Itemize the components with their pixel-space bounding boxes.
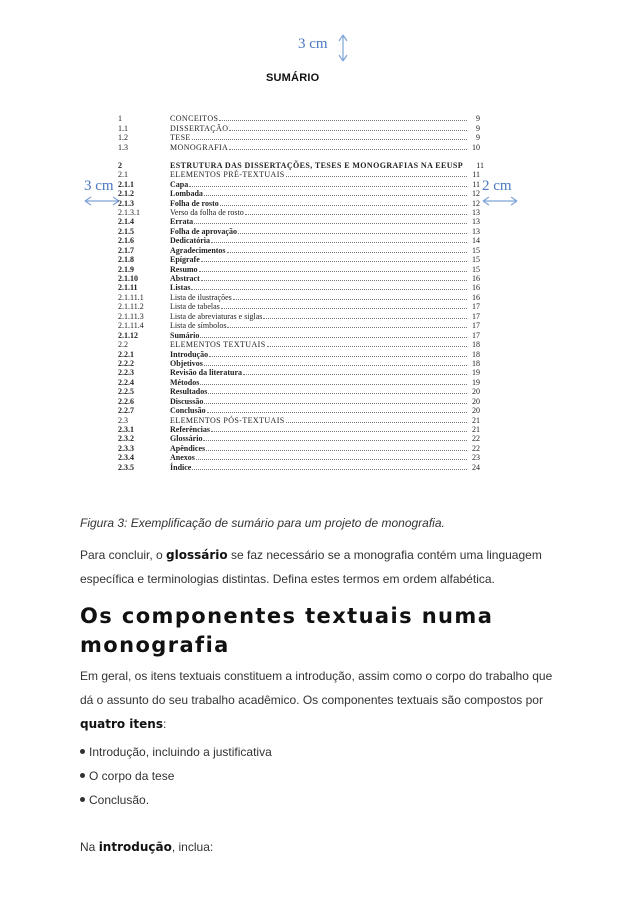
toc-label: Glossário bbox=[170, 434, 203, 444]
toc-page-number: 11 bbox=[472, 179, 480, 189]
left-margin-label: 3 cm bbox=[84, 178, 114, 194]
toc-row bbox=[118, 340, 480, 349]
toc-figure bbox=[80, 30, 560, 500]
figure-caption: Figura 3: Exemplificação de sumário para um projeto de monografia. bbox=[80, 516, 445, 530]
toc-row bbox=[118, 179, 480, 188]
toc-page-number: 14 bbox=[472, 236, 480, 246]
toc-number: 2.2.6 bbox=[118, 396, 134, 406]
toc-label: Lista de abreviaturas e siglas bbox=[170, 311, 263, 321]
toc-label: Métodos bbox=[170, 377, 200, 387]
toc-leader-dots bbox=[189, 186, 467, 187]
paragraph-text: , inclua: bbox=[171, 840, 214, 854]
toc-page-number: 10 bbox=[472, 142, 480, 152]
toc-row bbox=[118, 349, 480, 358]
toc-leader-dots bbox=[229, 149, 467, 150]
toc-row bbox=[118, 311, 480, 320]
paragraph-text: Em geral, os itens textuais constituem a introdução, assim como o corpo do trabalho que dá o assunto do seu trabalho acadêmico. Os componentes textuais são compostos por bbox=[80, 669, 553, 707]
toc-label: ELEMENTOS TEXTUAIS bbox=[170, 340, 266, 350]
list-item-text: O corpo da tese bbox=[89, 769, 175, 783]
toc-page-number: 19 bbox=[472, 368, 480, 378]
toc-number: 2.1.6 bbox=[118, 236, 134, 246]
toc-row bbox=[118, 208, 480, 217]
list-item-text: Introdução, incluindo a justificativa bbox=[89, 745, 272, 759]
paragraph-glossary bbox=[80, 543, 560, 591]
toc-leader-dots bbox=[209, 356, 467, 357]
toc-leader-dots bbox=[194, 223, 467, 224]
bullet-list bbox=[80, 740, 272, 812]
toc-page-number: 22 bbox=[472, 443, 480, 453]
list-item bbox=[80, 740, 272, 764]
paragraph-text: Para concluir, o bbox=[80, 548, 167, 562]
toc-leader-dots bbox=[208, 393, 467, 394]
toc-number: 2.2.3 bbox=[118, 368, 134, 378]
bullet-icon bbox=[80, 749, 85, 754]
list-item-text: Conclusão. bbox=[89, 793, 150, 807]
toc-row bbox=[118, 133, 480, 142]
toc-label: Agradecimentos bbox=[170, 245, 226, 255]
toc-number: 2.3.2 bbox=[118, 434, 134, 444]
toc-row bbox=[118, 406, 480, 415]
toc-label: Capa bbox=[170, 179, 189, 189]
toc-number: 2.2.5 bbox=[118, 387, 134, 397]
toc-leader-dots bbox=[201, 261, 467, 262]
toc-leader-dots bbox=[207, 412, 467, 413]
toc-page-number: 12 bbox=[472, 198, 480, 208]
toc-page-number: 17 bbox=[472, 321, 480, 331]
toc-number: 2.1.10 bbox=[118, 274, 138, 283]
toc-leader-dots bbox=[206, 450, 467, 451]
toc-leader-dots bbox=[219, 120, 467, 121]
toc-page-number: 18 bbox=[472, 358, 480, 368]
toc-leader-dots bbox=[238, 233, 467, 234]
toc-leader-dots bbox=[229, 130, 467, 131]
toc-row bbox=[118, 142, 480, 151]
toc-label: Resumo bbox=[170, 264, 198, 274]
list-item bbox=[80, 764, 272, 788]
toc-number: 2.1.3 bbox=[118, 198, 134, 208]
toc-page-number: 21 bbox=[472, 415, 480, 425]
toc-row bbox=[118, 198, 480, 207]
toc-page-number: 9 bbox=[476, 114, 480, 124]
toc-label: Sumário bbox=[170, 330, 200, 340]
toc-row bbox=[118, 283, 480, 292]
toc-row bbox=[118, 425, 480, 434]
toc-number: 2.1.9 bbox=[118, 264, 134, 274]
toc-page-number: 9 bbox=[476, 123, 480, 133]
toc-leader-dots bbox=[203, 440, 467, 441]
right-margin-label: 2 cm bbox=[482, 178, 512, 194]
horizontal-double-arrow-icon bbox=[482, 196, 518, 206]
paragraph-text: : bbox=[162, 717, 167, 731]
toc-row bbox=[118, 302, 480, 311]
toc-page-number: 13 bbox=[472, 226, 480, 236]
toc-page-number: 9 bbox=[476, 133, 480, 143]
toc-row bbox=[118, 123, 480, 132]
toc-number: 2.1 bbox=[118, 170, 128, 180]
toc-leader-dots bbox=[211, 242, 467, 243]
toc-page-number: 15 bbox=[472, 245, 480, 255]
toc-number: 2.1.11.1 bbox=[118, 292, 144, 302]
toc-page-number: 15 bbox=[472, 255, 480, 265]
toc-row bbox=[118, 321, 480, 330]
toc-number: 2.1.8 bbox=[118, 255, 134, 265]
toc-number: 2.3 bbox=[118, 415, 128, 425]
toc-leader-dots bbox=[204, 195, 467, 196]
toc-leader-dots bbox=[243, 374, 467, 375]
toc-page-number: 17 bbox=[472, 330, 480, 340]
toc-row bbox=[118, 236, 480, 245]
toc-number: 2.3.5 bbox=[118, 462, 134, 472]
toc-leader-dots bbox=[201, 280, 467, 281]
toc-row bbox=[118, 462, 480, 471]
toc-number: 2.2.1 bbox=[118, 349, 134, 359]
toc-page-number: 22 bbox=[472, 434, 480, 444]
toc-label: CONCEITOS bbox=[170, 114, 219, 124]
toc-row bbox=[118, 152, 484, 170]
toc-page-number: 18 bbox=[472, 340, 480, 350]
toc-leader-dots bbox=[199, 271, 467, 272]
toc-leader-dots bbox=[200, 337, 467, 338]
top-margin-label: 3 cm bbox=[298, 36, 328, 52]
toc-label: ESTRUTURA DAS DISSERTAÇÕES, TESES E MONOGRAFIAS NA EEUSP bbox=[170, 160, 464, 170]
toc-page-number: 17 bbox=[472, 311, 480, 321]
toc-number: 2.1.11 bbox=[118, 283, 138, 293]
toc-page-number: 20 bbox=[472, 396, 480, 406]
toc-leader-dots bbox=[233, 299, 467, 300]
toc-page-number: 24 bbox=[472, 462, 480, 472]
toc-row bbox=[118, 217, 480, 226]
toc-label: Lista de tabelas bbox=[170, 302, 220, 312]
toc-row bbox=[118, 114, 480, 123]
toc-number: 2.3.3 bbox=[118, 443, 134, 453]
toc-leader-dots bbox=[192, 139, 467, 140]
toc-page-number: 11 bbox=[472, 170, 480, 180]
toc-row bbox=[118, 264, 480, 273]
toc-leader-dots bbox=[245, 214, 467, 215]
toc-leader-dots bbox=[286, 422, 467, 423]
paragraph-introduction bbox=[80, 835, 560, 859]
section-heading: Os componentes textuais numa monografia bbox=[80, 604, 494, 657]
toc-number: 2.1.1 bbox=[118, 179, 134, 189]
toc-leader-dots bbox=[267, 346, 467, 347]
toc-row bbox=[118, 226, 480, 235]
toc-label: Apêndices bbox=[170, 443, 206, 453]
toc-label: Referências bbox=[170, 425, 210, 434]
toc-leader-dots bbox=[221, 308, 467, 309]
toc-row bbox=[118, 170, 480, 179]
toc-number: 2.1.2 bbox=[118, 189, 134, 199]
bullet-icon bbox=[80, 797, 85, 802]
toc-number: 2.2.7 bbox=[118, 406, 134, 416]
toc-row bbox=[118, 255, 480, 264]
toc-page-number: 20 bbox=[472, 406, 480, 416]
toc-leader-dots bbox=[204, 365, 467, 366]
bullet-icon bbox=[80, 773, 85, 778]
toc-leader-dots bbox=[204, 403, 467, 404]
toc-number: 2.1.3.1 bbox=[118, 207, 140, 217]
toc-label: Conclusão bbox=[170, 406, 206, 416]
toc-page-number: 21 bbox=[472, 425, 480, 434]
toc-page-number: 20 bbox=[472, 387, 480, 397]
toc-label: Lombada bbox=[170, 189, 203, 199]
toc-label: Anexos bbox=[170, 453, 195, 463]
toc-row bbox=[118, 434, 480, 443]
toc-label: Epígrafe bbox=[170, 255, 200, 265]
toc-label: Dedicatória bbox=[170, 236, 210, 246]
toc-label: Discussão bbox=[170, 396, 204, 406]
toc-label: Folha de aprovação bbox=[170, 226, 237, 236]
toc-leader-dots bbox=[227, 252, 467, 253]
toc-page-number: 15 bbox=[472, 264, 480, 274]
toc-page-number: 13 bbox=[472, 217, 480, 227]
toc-leader-dots bbox=[191, 289, 467, 290]
toc-leader-dots bbox=[192, 469, 467, 470]
toc-label: Resultados bbox=[170, 387, 208, 397]
toc-number: 2.1.5 bbox=[118, 226, 134, 236]
toc-row bbox=[118, 330, 480, 339]
toc-row bbox=[118, 359, 480, 368]
toc-label: Objetivos bbox=[170, 358, 203, 368]
toc-label: TESE bbox=[170, 133, 191, 143]
toc-row bbox=[118, 396, 480, 405]
toc-page-number: 12 bbox=[472, 189, 480, 199]
toc-leader-dots bbox=[196, 459, 467, 460]
toc-page-number: 19 bbox=[472, 377, 480, 387]
toc-label: Introdução bbox=[170, 349, 209, 359]
toc-label: Verso da folha de rosto bbox=[170, 207, 244, 217]
toc-leader-dots bbox=[227, 327, 467, 328]
toc-list bbox=[118, 114, 484, 472]
toc-row bbox=[118, 292, 480, 301]
toc-row bbox=[118, 274, 480, 283]
toc-row bbox=[118, 189, 480, 198]
toc-page-number: 16 bbox=[472, 274, 480, 283]
vertical-double-arrow-icon bbox=[338, 34, 348, 62]
toc-leader-dots bbox=[211, 431, 467, 432]
toc-number: 1.1 bbox=[118, 123, 128, 133]
toc-number: 1.2 bbox=[118, 133, 128, 143]
emphasis-introduction: introdução bbox=[98, 840, 172, 854]
toc-row bbox=[118, 368, 480, 377]
toc-number: 2.1.7 bbox=[118, 245, 134, 255]
toc-label: DISSERTAÇÃO bbox=[170, 123, 229, 133]
toc-row bbox=[118, 453, 480, 462]
toc-label: Revisão da literatura bbox=[170, 368, 242, 378]
toc-leader-dots bbox=[200, 384, 467, 385]
toc-leader-dots bbox=[286, 176, 467, 177]
toc-label: Folha de rosto bbox=[170, 198, 219, 208]
toc-number: 2.3.1 bbox=[118, 425, 134, 434]
toc-number: 2.1.11.3 bbox=[118, 311, 144, 321]
toc-number: 2.3.4 bbox=[118, 453, 134, 463]
toc-label: Lista de ilustrações bbox=[170, 292, 232, 302]
toc-row bbox=[118, 377, 480, 386]
toc-page-number: 16 bbox=[472, 283, 480, 293]
toc-label: Abstract bbox=[170, 274, 200, 283]
toc-label: Listas bbox=[170, 283, 191, 293]
paragraph-text: se faz necessário se a monografia contém uma linguagem específica e terminologias distintas. Defina estes termos em ordem alfabética. bbox=[80, 548, 542, 586]
toc-page-number: 11 bbox=[476, 160, 484, 170]
toc-label: Errata bbox=[170, 217, 194, 227]
toc-row bbox=[118, 415, 480, 424]
toc-label: ELEMENTOS PÓS-TEXTUAIS bbox=[170, 415, 285, 425]
toc-row bbox=[118, 443, 480, 452]
toc-number: 2.1.11.2 bbox=[118, 302, 144, 312]
toc-row bbox=[118, 245, 480, 254]
toc-number: 2.2.2 bbox=[118, 358, 134, 368]
horizontal-double-arrow-icon bbox=[84, 196, 120, 206]
toc-number: 2.1.4 bbox=[118, 217, 134, 227]
toc-leader-dots bbox=[220, 205, 467, 206]
toc-label: MONOGRAFIA bbox=[170, 142, 229, 152]
toc-leader-dots bbox=[263, 318, 467, 319]
toc-number: 1 bbox=[118, 114, 122, 124]
emphasis-glossary: glossário bbox=[166, 548, 228, 562]
toc-label: ELEMENTOS PRÉ-TEXTUAIS bbox=[170, 170, 285, 180]
toc-page-number: 23 bbox=[472, 453, 480, 463]
emphasis-four-items: quatro itens bbox=[80, 717, 163, 731]
toc-title: SUMÁRIO bbox=[266, 72, 320, 84]
toc-page-number: 13 bbox=[472, 207, 480, 217]
toc-page-number: 17 bbox=[472, 302, 480, 312]
toc-label: Lista de símbolos bbox=[170, 321, 227, 331]
toc-number: 2.1.12 bbox=[118, 330, 138, 340]
toc-page-number: 16 bbox=[472, 292, 480, 302]
toc-page-number: 18 bbox=[472, 349, 480, 359]
toc-number: 2 bbox=[118, 160, 122, 170]
toc-row bbox=[118, 387, 480, 396]
paragraph-text: Na bbox=[80, 840, 99, 854]
toc-number: 2.1.11.4 bbox=[118, 321, 144, 331]
toc-label: Índice bbox=[170, 462, 192, 472]
toc-number: 2.2 bbox=[118, 340, 128, 350]
toc-number: 1.3 bbox=[118, 142, 128, 152]
list-item bbox=[80, 788, 272, 812]
toc-number: 2.2.4 bbox=[118, 377, 134, 387]
paragraph-textual-components bbox=[80, 664, 560, 736]
